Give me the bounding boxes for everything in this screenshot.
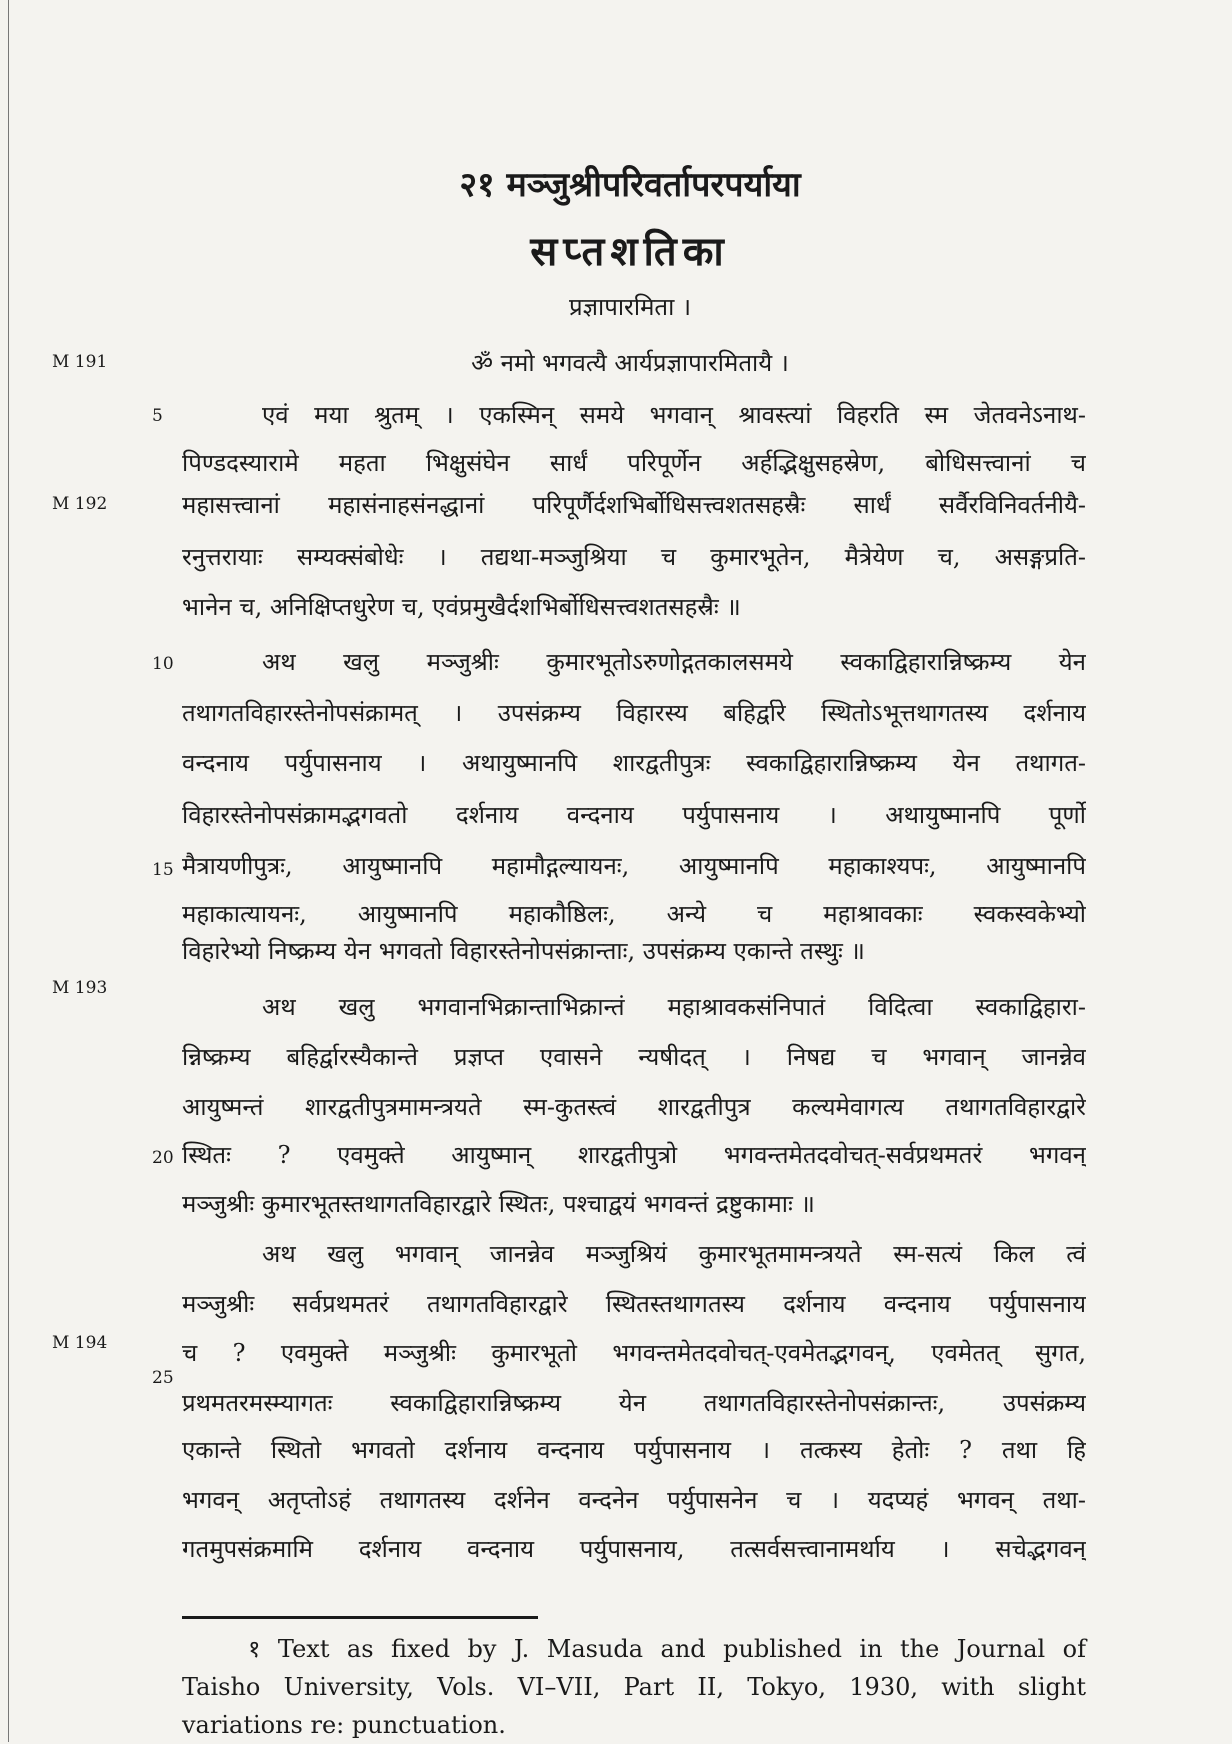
text-line: न्निष्क्रम्य बहिर्द्वारस्यैकान्ते प्रज्ञप्त एवासने न्यषीदत् । निषद्य च भगवान् जानन्नेव: [182, 1043, 1086, 1071]
line-number: 20: [152, 1148, 174, 1168]
text-line: आयुष्मन्तं शारद्वतीपुत्रमामन्त्रयते स्म-कुतस्त्वं शारद्वतीपुत्र कल्यमेवागत्य तथागतविहारद्वारे: [182, 1093, 1086, 1121]
text-line: च ? एवमुक्ते मञ्जुश्रीः कुमारभूतो भगवन्तमेतदवोचत्-एवमेतद्भगवन्, एवमेतत् सुगत,: [182, 1339, 1086, 1367]
line-number: 15: [152, 860, 174, 880]
line-number: 10: [152, 654, 174, 674]
footnote-line: Taisho University, Vols. VI–VII, Part II, Tokyo, 1930, with slight: [182, 1673, 1086, 1701]
text-line: विहारेभ्यो निष्क्रम्य येन भगवतो विहारस्तेनोपसंक्रान्ताः, उपसंक्रम्य एकान्ते तस्थुः ॥: [182, 937, 865, 965]
text-line: महासत्त्वानां महासंनाहसंनद्धानां परिपूर्णैर्दशभिर्बोधिसत्त्वशतसहस्रैः सार्धं सर्वैरविनिवर्तनीयै-: [182, 491, 1086, 519]
text-line: रनुत्तरायाः सम्यक्संबोधेः । तद्यथा-मञ्जुश्रिया च कुमारभूतेन, मैत्रेयेण च, असङ्गप्रति-: [182, 543, 1086, 571]
page-title: सप्तशतिका: [530, 228, 730, 275]
margin-ref: M 194: [52, 1333, 108, 1353]
text-line: स्थितः ? एवमुक्ते आयुष्मान् शारद्वतीपुत्रो भगवन्तमेतदवोचत्-सर्वप्रथमतरं भगवन्: [182, 1141, 1086, 1169]
text-line: मञ्जुश्रीः सर्वप्रथमतरं तथागतविहारद्वारे स्थितस्तथागतस्य दर्शनाय वन्दनाय पर्युपासनाय: [182, 1290, 1086, 1318]
text-line: एकान्ते स्थितो भगवतो दर्शनाय वन्दनाय पर्युपासनाय । तत्कस्य हेतोः ? तथा हि: [182, 1436, 1086, 1464]
margin-ref: M 193: [52, 978, 108, 998]
invocation: ॐ नमो भगवत्यै आर्यप्रज्ञापारमितायै ।: [471, 349, 789, 377]
text-line: पिण्डदस्यारामे महता भिक्षुसंघेन सार्धं परिपूर्णेन अर्हद्भिक्षुसहस्रेण, बोधिसत्त्वानां च: [182, 449, 1086, 477]
footnote: [182, 1630, 1086, 1744]
line-number: 25: [152, 1368, 174, 1388]
line-number: 5: [152, 406, 163, 426]
text-line: विहारस्तेनोपसंक्रामद्भगवतो दर्शनाय वन्दनाय पर्युपासनाय । अथायुष्मानपि पूर्णो: [182, 801, 1086, 829]
chapter-heading: २१ मञ्जुश्रीपरिवर्तापरपर्याया: [459, 165, 801, 205]
text-line: एवं मया श्रुतम् । एकस्मिन् समये भगवान् श्रावस्त्यां विहरति स्म जेतवनेऽनाथ-: [262, 401, 1086, 429]
text-line: वन्दनाय पर्युपासनाय । अथायुष्मानपि शारद्वतीपुत्रः स्वकाद्विहारान्निष्क्रम्य येन तथागत-: [182, 749, 1086, 777]
text-line: भगवन् अतृप्तोऽहं तथागतस्य दर्शनेन वन्दनेन पर्युपासनेन च । यदप्यहं भगवन् तथा-: [182, 1486, 1086, 1514]
text-line: प्रथमतरमस्म्यागतः स्वकाद्विहारान्निष्क्रम्य येन तथागतविहारस्तेनोपसंक्रान्तः, उपसंक्रम्य: [182, 1389, 1086, 1417]
footnote-line: १ Text as fixed by J. Masuda and published in the Journal of: [248, 1635, 1086, 1663]
margin-ref: M 191: [52, 352, 108, 372]
text-line: तथागतविहारस्तेनोपसंक्रामत् । उपसंक्रम्य विहारस्य बहिर्द्वारे स्थितोऽभूत्तथागतस्य दर्शनाय: [182, 699, 1086, 727]
text-line: मञ्जुश्रीः कुमारभूतस्तथागतविहारद्वारे स्थितः, पश्चाद्वयं भगवन्तं द्रष्टुकामाः ॥: [182, 1190, 815, 1218]
text-line: अथ खलु भगवानभिक्रान्ताभिक्रान्तं महाश्रावकसंनिपातं विदित्वा स्वकाद्विहारा-: [262, 993, 1086, 1021]
text-line: गतमुपसंक्रमामि दर्शनाय वन्दनाय पर्युपासनाय, तत्सर्वसत्त्वानामर्थाय । सचेद्भगवन्: [182, 1535, 1086, 1563]
footnote-line: variations re: punctuation.: [182, 1711, 506, 1739]
page-subtitle: प्रज्ञापारमिता ।: [568, 293, 692, 321]
text-line: मैत्रायणीपुत्रः, आयुष्मानपि महामौद्गल्यायनः, आयुष्मानपि महाकाश्यपः, आयुष्मानपि: [182, 852, 1086, 880]
text-line: अथ खलु भगवान् जानन्नेव मञ्जुश्रियं कुमारभूतमामन्त्रयते स्म-सत्यं किल त्वं: [262, 1240, 1086, 1268]
footnote-rule: [182, 1616, 538, 1619]
text-line: महाकात्यायनः, आयुष्मानपि महाकौष्ठिलः, अन्ये च महाश्रावकाः स्वकस्वकेभ्यो: [182, 900, 1086, 928]
margin-ref: M 192: [52, 494, 108, 514]
text-line: अथ खलु मञ्जुश्रीः कुमारभूतोऽरुणोद्गतकालसमये स्वकाद्विहारान्निष्क्रम्य येन: [262, 648, 1086, 676]
text-line: भानेन च, अनिक्षिप्तधुरेण च, एवंप्रमुखैर्दशभिर्बोधिसत्त्वशतसहस्रैः ॥: [182, 593, 741, 621]
